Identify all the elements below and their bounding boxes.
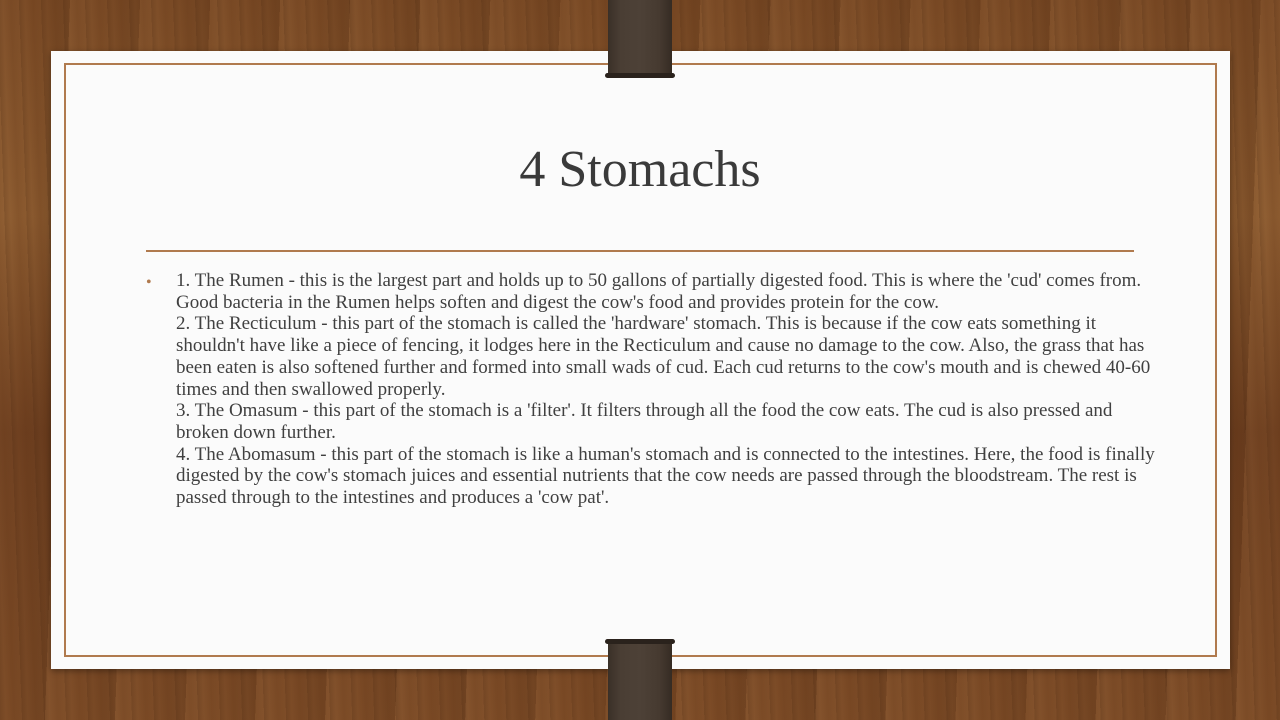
point-omasum: 3. The Omasum - this part of the stomach is a 'filter'. It filters through all the food the cow eats. The cud is also pressed and broken down further. — [176, 400, 1113, 443]
slide-body — [176, 270, 1156, 509]
slide-title: 4 Stomachs — [519, 141, 761, 198]
top-strap-cap — [605, 73, 675, 78]
point-abomasum: 4. The Abomasum - this part of the stomach is like a human's stomach and is connected to the intestines. Here, the food is finally digested by the cow's stomach juices and essential nutrients that the cow needs are passed through the bloodstream. The rest is passed through to the intestines and produces a 'cow pat'. — [176, 443, 1155, 509]
title-divider — [146, 250, 1134, 252]
top-strap — [608, 0, 672, 76]
point-recticulum: 2. The Recticulum - this part of the stomach is called the 'hardware' stomach. This is because if the cow eats something it shouldn't have like a piece of fencing, it lodges here in the Recticulum and cause no damage to the cow. Also, the grass that has been eaten is also softened further and formed into small wads of cud. Each cud returns to the cow's mouth and is chewed 40-60 times and then swallowed properly. — [176, 313, 1151, 400]
bullet-marker: • — [146, 274, 152, 291]
bottom-strap-cap — [605, 639, 675, 644]
point-rumen: 1. The Rumen - this is the largest part and holds up to 50 gallons of partially digested food. This is where the 'cud' comes from. Good bacteria in the Rumen helps soften and digest the cow's food and provides protein for the cow. — [176, 270, 1142, 313]
bottom-strap — [608, 641, 672, 720]
